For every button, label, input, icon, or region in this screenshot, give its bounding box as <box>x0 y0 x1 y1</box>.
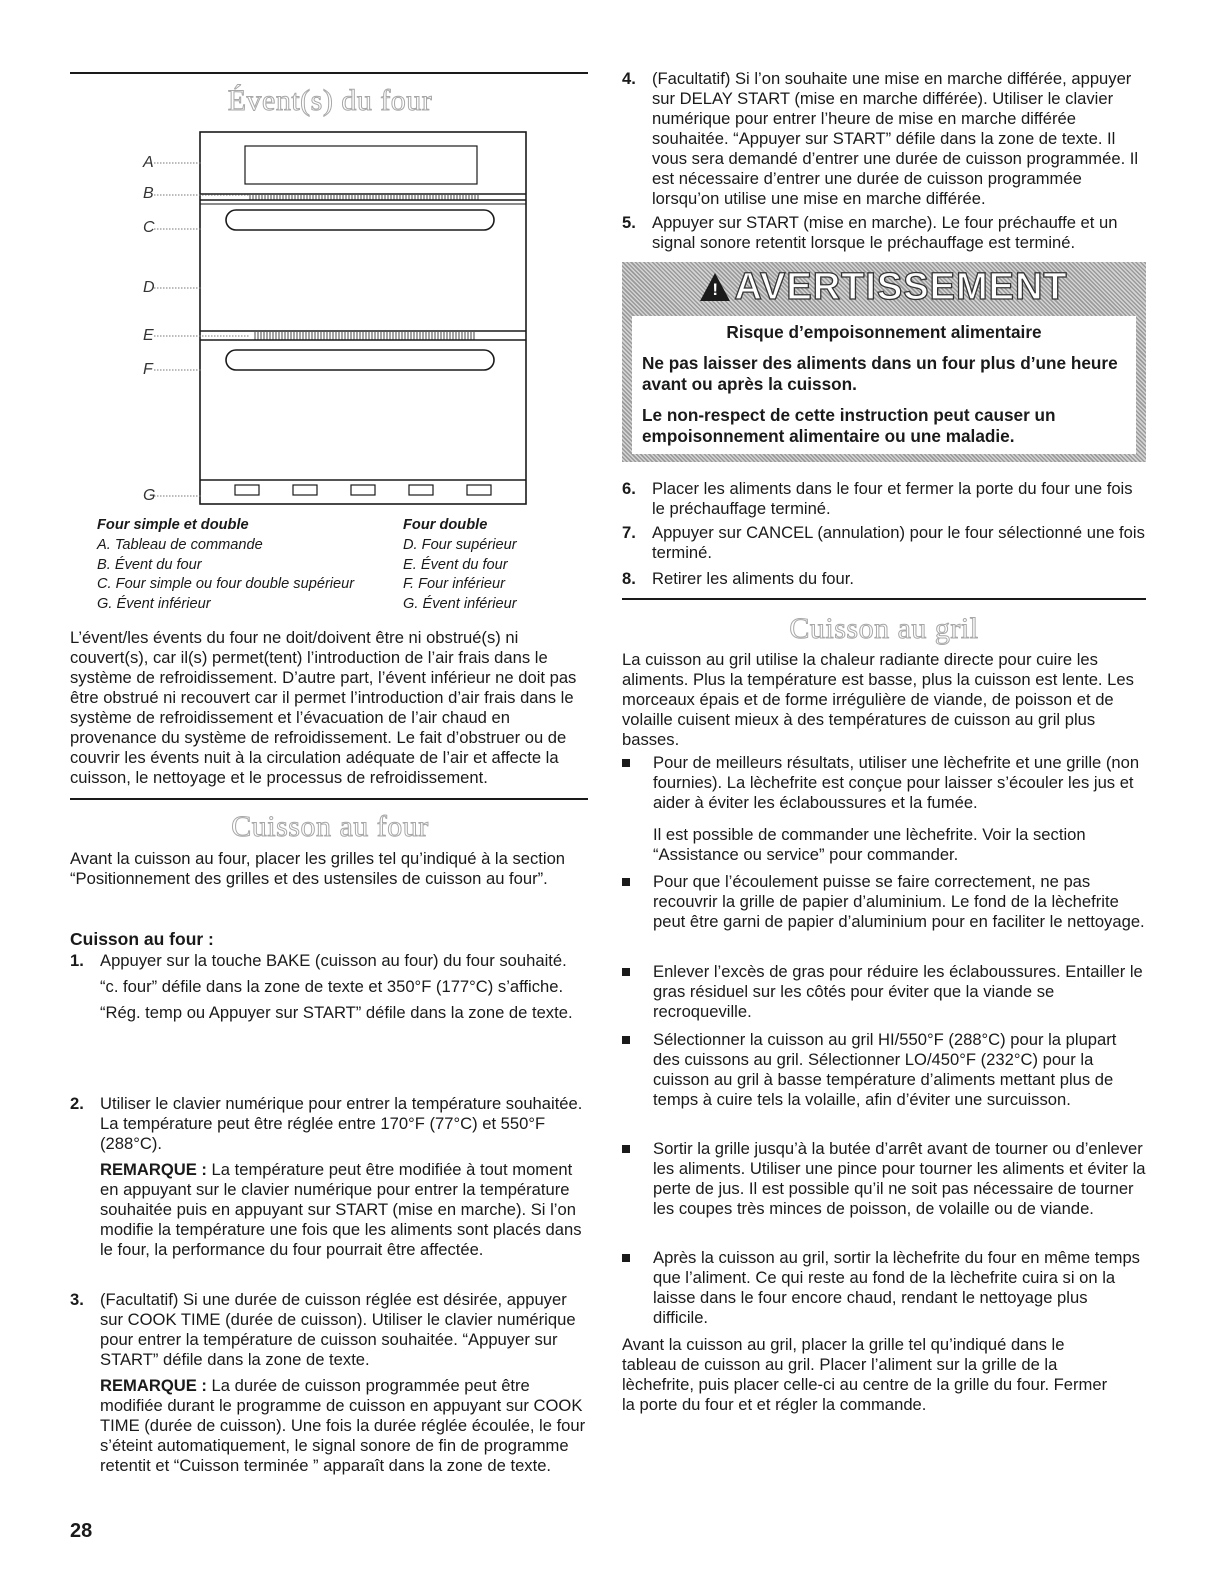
bake-step-8 <box>622 569 1146 591</box>
diagram-label-e: E <box>143 327 154 344</box>
bullet-text: Pour de meilleurs résultats, utiliser une lèchefrite et une grille (non fournies). La lèchefrite est conçue pour laisser s’écouler les jus et aider à éviter les éclaboussures et la fumée. <box>653 753 1140 812</box>
step-number: 2. <box>70 1094 84 1113</box>
note-text: La température peut être modifiée à tout moment en appuyant sur le clavier numérique pour entrer la température souhaitée puis en appuyant sur START (mise en marche). Si l’on modifie la température une fois que les aliments sont placés dans le four, la performance du four pourrait être affectée. <box>100 1160 582 1259</box>
step-text: Utiliser le clavier numérique pour entrer la température souhaitée. La température peut être réglée entre 170°F (77°C) et 550°F (288°C). <box>100 1094 583 1153</box>
step-text: Appuyer sur CANCEL (annulation) pour le four sélectionné une fois terminé. <box>652 523 1145 562</box>
broil-bullet <box>622 962 1146 1026</box>
bullet-text: Sortir la grille jusqu’à la butée d’arrêt avant de tourner ou d’enlever les aliments. Utiliser une pince pour tourner les aliments et éviter la perte de jus. Il est possible qu’il ne soit pas nécessaire de tourner les coupes très minces de poisson, de volaille ou de viande. <box>653 1139 1146 1218</box>
caption-item: B. Évent du four <box>97 556 202 573</box>
section-title-broil: Cuisson au gril <box>789 612 979 645</box>
diagram-caption-double <box>403 516 583 615</box>
step-text: (Facultatif) Si une durée de cuisson réglée est désirée, appuyer sur COOK TIME (durée de cuisson). Utiliser le clavier numérique pour entrer la température de cuisson souhaitée. “Appuyer sur START” défile dans la zone de texte. <box>100 1290 576 1369</box>
upper-oven-handle <box>226 210 494 230</box>
bake-step-6 <box>622 479 1146 523</box>
bake-step-3 <box>70 1290 590 1510</box>
caption-item: A. Tableau de commande <box>97 536 263 553</box>
step-number: 8. <box>622 569 636 588</box>
broil-bullet <box>622 1139 1146 1243</box>
caption-heading: Four double <box>403 517 488 533</box>
bullet-text: Il est possible de commander une lèchefrite. Voir la section “Assistance ou service” pour commander. <box>653 825 1086 864</box>
diagram-label-f: F <box>143 361 153 378</box>
bullet-text: Après la cuisson au gril, sortir la lèchefrite du four en même temps que l’aliment. Ce qui reste au fond de la lèchefrite cuira si on la laisse dans le four encore chaud, rendant le nettoyage plus difficile. <box>653 1248 1140 1327</box>
step-number: 4. <box>622 69 636 88</box>
diagram-label-g: G <box>143 487 156 504</box>
section-title-bake: Cuisson au four <box>231 810 429 843</box>
section-rule <box>622 598 1146 600</box>
note-label: REMARQUE : <box>100 1376 207 1395</box>
bullet-square-icon <box>622 1254 630 1262</box>
diagram-label-a: A <box>143 154 154 171</box>
step-number: 1. <box>70 951 84 970</box>
step-number: 5. <box>622 213 636 232</box>
bullet-text: Pour que l’écoulement puisse se faire correctement, ne pas recouvrir la grille de papier d’aluminium. Le fond de la lèchefrite peut être garni de papier d’aluminium pour en faciliter le nettoyage. <box>653 872 1145 931</box>
caption-item: D. Four supérieur <box>403 536 517 553</box>
bullet-square-icon <box>622 968 630 976</box>
step-text: (Facultatif) Si l’on souhaite une mise en marche différée, appuyer sur DELAY START (mise en marche différée). Utiliser le clavier numérique pour entrer l’heure de mise en marche différée souhaitée. “Appuyer sur START” défile dans la zone de texte. Il vous sera demandé d’entrer une durée de cuisson programmée. Il est nécessaire d’entrer une durée de cuisson programmée lorsqu’on utilise une mise en marche différée. <box>652 69 1139 208</box>
bake-subheading: Cuisson au four : <box>70 929 214 949</box>
warning-line: Le non-respect de cette instruction peut causer un empoisonnement alimentaire ou une maladie. <box>642 405 1056 446</box>
step-note <box>100 1160 590 1260</box>
step-text: Placer les aliments dans le four et fermer la porte du four une fois le préchauffage terminé. <box>652 479 1133 518</box>
step-note <box>100 1376 590 1476</box>
bake-step-7 <box>622 523 1146 567</box>
bake-step-5 <box>622 213 1146 257</box>
caption-item: G. Évent inférieur <box>97 596 211 613</box>
bullet-square-icon <box>622 1145 630 1153</box>
top-rule-left <box>70 72 588 74</box>
caption-item: E. Évent du four <box>403 556 508 573</box>
middle-vent-slats <box>255 332 474 340</box>
lower-oven-handle <box>226 350 494 370</box>
diagram-label-b: B <box>143 185 154 202</box>
caption-item: C. Four simple ou four double supérieur <box>97 576 355 593</box>
warning-heading: Risque d’empoisonnement alimentaire <box>726 322 1042 342</box>
step-text: “c. four” défile dans la zone de texte et 350°F (177°C) s’affiche. <box>100 977 564 996</box>
page-number: 28 <box>70 1520 93 1542</box>
broil-outro: Avant la cuisson au gril, placer la grille tel qu’indiqué dans le tableau de cuisson au gril. Placer l’aliment sur la grille de la lèchefrite, puis placer celle-ci au centre de la grille du four. Fermer la porte du four et et régler la commande. <box>622 1335 1108 1414</box>
broil-bullet <box>622 753 1146 864</box>
warning-box <box>622 262 1146 462</box>
diagram-label-c: C <box>143 219 155 236</box>
vents-paragraph: L’évent/les évents du four ne doit/doivent être ni obstrué(s) ni couvert(s), car il(s) permet(tent) l’introduction de l’air frais dans le système de refroidissement. D’autre part, l’évent inférieur ne doit pas être obstrué ni recouvert car il permet l’introduction d’air frais dans le système de refroidissement et l’évacuation de l’air chaud en provenance du système de refroidissement. Le fait d’obstruer ou de couvrir les évents nuit à la circulation adéquate de l’air et affecte la cuisson, le nettoyage et le processus de refroidissement. <box>70 628 577 787</box>
bullet-square-icon <box>622 878 630 886</box>
warning-content <box>632 316 1136 454</box>
bullet-square-icon <box>622 1036 630 1044</box>
caption-heading: Four simple et double <box>97 517 249 533</box>
step-number: 7. <box>622 523 636 542</box>
broil-bullet <box>622 1248 1146 1332</box>
oven-cabinet-outline <box>200 132 526 504</box>
bullet-text: Sélectionner la cuisson au gril HI/550°F (288°C) pour la plupart des cuissons au gril. Sélectionner LO/450°F (232°C) pour la cuisson au gril à basse température d’aliments mettant plus de temps à cuire tels la volaille, afin d’éviter une surcuisson. <box>653 1030 1117 1109</box>
control-panel-display <box>245 146 477 184</box>
warning-title-text: AVERTISSEMENT <box>734 266 1068 308</box>
bullet-text: Enlever l’excès de gras pour réduire les éclaboussures. Entailler le gras résiduel sur les côtés pour éviter que la viande se recroqueville. <box>653 962 1143 1021</box>
section-rule <box>70 798 588 800</box>
bake-intro: Avant la cuisson au four, placer les grilles tel qu’indiqué à la section “Positionnement des grilles et des ustensiles de cuisson au four”. <box>70 849 566 888</box>
caption-item: F. Four inférieur <box>403 576 505 593</box>
step-text: Appuyer sur la touche BAKE (cuisson au four) du four souhaité. <box>100 951 567 970</box>
note-text: La durée de cuisson programmée peut être modifiée durant le programme de cuisson en appuyant sur COOK TIME (durée de cuisson). Une fois la durée réglée écoulée, le four s’éteint automatiquement, le signal sonore de fin de programme retentit et “Cuisson terminée ” apparaît dans la zone de texte. <box>100 1376 586 1475</box>
bake-step-2 <box>70 1094 590 1284</box>
bullet-square-icon <box>622 759 630 767</box>
caption-item: G. Évent inférieur <box>403 596 517 613</box>
warning-triangle-icon <box>700 273 730 301</box>
step-text: Appuyer sur START (mise en marche). Le four préchauffe et un signal sonore retentit lorsque le préchauffage est terminé. <box>652 213 1118 252</box>
step-number: 3. <box>70 1290 84 1309</box>
broil-intro: La cuisson au gril utilise la chaleur radiante directe pour cuire les aliments. Plus la température est basse, plus la cuisson est lente. Les morceaux épais et de forme irrégulière de viande, de poisson et de volaille cuisent mieux à des températures de cuisson au gril plus basses. <box>622 650 1134 749</box>
diagram-caption-single-double <box>97 516 397 615</box>
bake-step-4 <box>622 69 1146 209</box>
broil-bullet <box>622 1030 1146 1134</box>
section-title-vents: Évent(s) du four <box>227 84 433 117</box>
note-label: REMARQUE : <box>100 1160 207 1179</box>
warning-title <box>622 266 1146 309</box>
bake-step-1 <box>70 951 590 1091</box>
step-text: Retirer les aliments du four. <box>652 569 854 588</box>
oven-diagram <box>130 128 530 513</box>
broil-bullet <box>622 872 1146 956</box>
step-text: “Rég. temp ou Appuyer sur START” défile dans la zone de texte. <box>100 1003 573 1022</box>
diagram-label-d: D <box>143 279 155 296</box>
step-number: 6. <box>622 479 636 498</box>
warning-line: Ne pas laisser des aliments dans un four plus d’une heure avant ou après la cuisson. <box>642 353 1118 394</box>
